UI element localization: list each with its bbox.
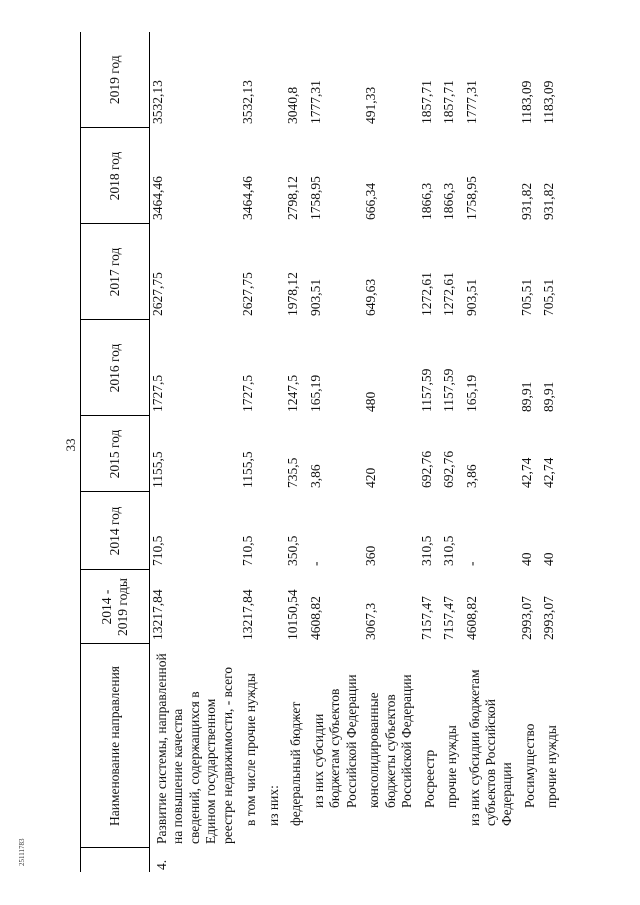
cell-2018: 931,82 xyxy=(518,182,534,220)
header-total-period: 2014 - 2019 годы xyxy=(81,570,150,644)
cell-total: 3067,3 xyxy=(363,602,379,640)
cell-2016: 89,91 xyxy=(541,381,557,412)
cell-total: 2993,07 xyxy=(518,596,534,640)
cell-2017: 903,51 xyxy=(307,278,323,316)
table-row xyxy=(285,32,307,872)
cell-2016: 1727,5 xyxy=(240,374,256,412)
header-direction-name: Наименование направления xyxy=(81,644,150,848)
table-row xyxy=(441,32,463,872)
header-index xyxy=(81,848,150,872)
cell-2016: 1157,59 xyxy=(418,368,434,412)
row-label: из них субсидии бюджетам субъектов Российской Федерации xyxy=(310,674,359,808)
table-row xyxy=(363,32,418,872)
cell-2019: 3532,13 xyxy=(240,80,256,124)
cell-2016: 1157,59 xyxy=(441,368,457,412)
cell-2014: 710,5 xyxy=(150,535,165,566)
cell-2019: 1777,31 xyxy=(463,80,479,124)
cell-2015: 1155,5 xyxy=(150,451,165,488)
cell-2014: 710,5 xyxy=(240,535,256,566)
cell-2018: 3464,46 xyxy=(150,176,165,220)
row-label: Развитие системы, направленной на повышение качества сведений, содержащихся в Едином государственном реестре недвижимости, - всего xyxy=(154,653,235,844)
row-index xyxy=(441,848,463,872)
cell-2014: 310,5 xyxy=(441,535,457,566)
row-label: из них: xyxy=(265,785,281,826)
cell-2018 xyxy=(263,128,285,224)
cell-2018: 1758,95 xyxy=(463,176,479,220)
cell-2015: 692,76 xyxy=(418,450,434,488)
row-label: из них субсидии бюджетам субъектов Российской Федерации xyxy=(466,669,515,826)
cell-2019: 1777,31 xyxy=(307,80,323,124)
cell-2017: 649,63 xyxy=(363,278,379,316)
header-year-2018: 2018 год xyxy=(81,128,150,224)
cell-total: 13217,84 xyxy=(150,589,165,640)
row-label: Росимущество xyxy=(521,723,537,808)
cell-2018: 1866,3 xyxy=(418,182,434,220)
row-index xyxy=(363,848,418,872)
cell-2016 xyxy=(263,320,285,416)
cell-total: 10150,54 xyxy=(285,589,301,640)
cell-2018: 3464,46 xyxy=(240,176,256,220)
table-row xyxy=(240,32,262,872)
table-row xyxy=(419,32,441,872)
cell-2019: 1857,71 xyxy=(418,80,434,124)
header-year-2014: 2014 год xyxy=(81,492,150,570)
row-label: прочие нужды xyxy=(444,725,460,808)
cell-2014: - xyxy=(463,561,479,566)
table-row xyxy=(263,32,285,872)
cell-2018: 1758,95 xyxy=(307,176,323,220)
cell-2015: 3,86 xyxy=(463,464,479,488)
cell-2014: 360 xyxy=(363,545,379,566)
cell-2016: 89,91 xyxy=(518,381,534,412)
cell-2014: 40 xyxy=(541,552,557,566)
row-index xyxy=(240,848,262,872)
cell-2015: 42,74 xyxy=(541,457,557,488)
cell-2016: 1727,5 xyxy=(150,374,165,412)
cell-total xyxy=(263,570,285,644)
cell-2015 xyxy=(263,416,285,492)
cell-2014: 40 xyxy=(518,552,534,566)
funding-table xyxy=(80,32,564,872)
cell-2018: 931,82 xyxy=(541,182,557,220)
table-row xyxy=(308,32,363,872)
row-index xyxy=(519,848,541,872)
cell-2016: 480 xyxy=(363,391,379,412)
row-label: консолидированные бюджеты субъектов Российской Федерации xyxy=(366,674,415,808)
cell-total: 7157,47 xyxy=(418,596,434,640)
cell-2015: 3,86 xyxy=(307,464,323,488)
cell-2016: 165,19 xyxy=(463,374,479,412)
cell-2015: 42,74 xyxy=(518,457,534,488)
row-index xyxy=(285,848,307,872)
cell-2017: 705,51 xyxy=(541,278,557,316)
cell-2015: 735,5 xyxy=(285,457,301,488)
rotated-table-container xyxy=(80,32,620,872)
cell-2016: 1247,5 xyxy=(285,374,301,412)
cell-2019: 491,33 xyxy=(363,86,379,124)
row-label: прочие нужды xyxy=(544,725,560,808)
row-index: 4. xyxy=(154,859,169,870)
cell-2014: 310,5 xyxy=(418,535,434,566)
cell-2015: 1155,5 xyxy=(240,451,256,488)
cell-total: 4608,82 xyxy=(463,596,479,640)
cell-2019: 3040,8 xyxy=(285,86,301,124)
cell-2014 xyxy=(263,492,285,570)
row-label: в том числе прочие нужды xyxy=(243,673,259,826)
cell-2018: 666,34 xyxy=(363,182,379,220)
row-index xyxy=(464,848,519,872)
cell-2019: 1857,71 xyxy=(441,80,457,124)
row-label: Росреестр xyxy=(421,749,437,808)
cell-2017: 1272,61 xyxy=(441,272,457,316)
cell-2017: 903,51 xyxy=(463,278,479,316)
header-year-2015: 2015 год xyxy=(81,416,150,492)
cell-2018: 1866,3 xyxy=(441,182,457,220)
cell-2019: 1183,09 xyxy=(541,80,557,124)
header-year-2017: 2017 год xyxy=(81,224,150,320)
cell-total: 7157,47 xyxy=(441,596,457,640)
document-code: 25111783 xyxy=(18,838,26,866)
row-index xyxy=(308,848,363,872)
cell-2017: 705,51 xyxy=(518,278,534,316)
cell-2017 xyxy=(263,224,285,320)
table-header-row xyxy=(81,32,150,872)
table-row xyxy=(541,32,563,872)
cell-2017: 1272,61 xyxy=(418,272,434,316)
cell-total: 2993,07 xyxy=(541,596,557,640)
cell-2017: 2627,75 xyxy=(240,272,256,316)
table-row xyxy=(464,32,519,872)
row-index xyxy=(263,848,285,872)
cell-total: 4608,82 xyxy=(307,596,323,640)
cell-2014: - xyxy=(307,561,323,566)
cell-2016: 165,19 xyxy=(307,374,323,412)
cell-2015: 692,76 xyxy=(441,450,457,488)
cell-2017: 2627,75 xyxy=(150,272,165,316)
cell-total: 13217,84 xyxy=(240,589,256,640)
cell-2018: 2798,12 xyxy=(285,176,301,220)
cell-2015: 420 xyxy=(363,467,379,488)
header-year-2019: 2019 год xyxy=(81,32,150,128)
cell-2019 xyxy=(263,32,285,128)
row-index xyxy=(419,848,441,872)
row-index xyxy=(541,848,563,872)
row-label: федеральный бюджет xyxy=(288,701,304,826)
table-row xyxy=(519,32,541,872)
page-number: 33 xyxy=(63,438,78,452)
header-year-2016: 2016 год xyxy=(81,320,150,416)
cell-2019: 3532,13 xyxy=(150,80,165,124)
cell-2017: 1978,12 xyxy=(285,272,301,316)
cell-2014: 350,5 xyxy=(285,535,301,566)
cell-2019: 1183,09 xyxy=(518,80,534,124)
table-row xyxy=(150,32,241,872)
